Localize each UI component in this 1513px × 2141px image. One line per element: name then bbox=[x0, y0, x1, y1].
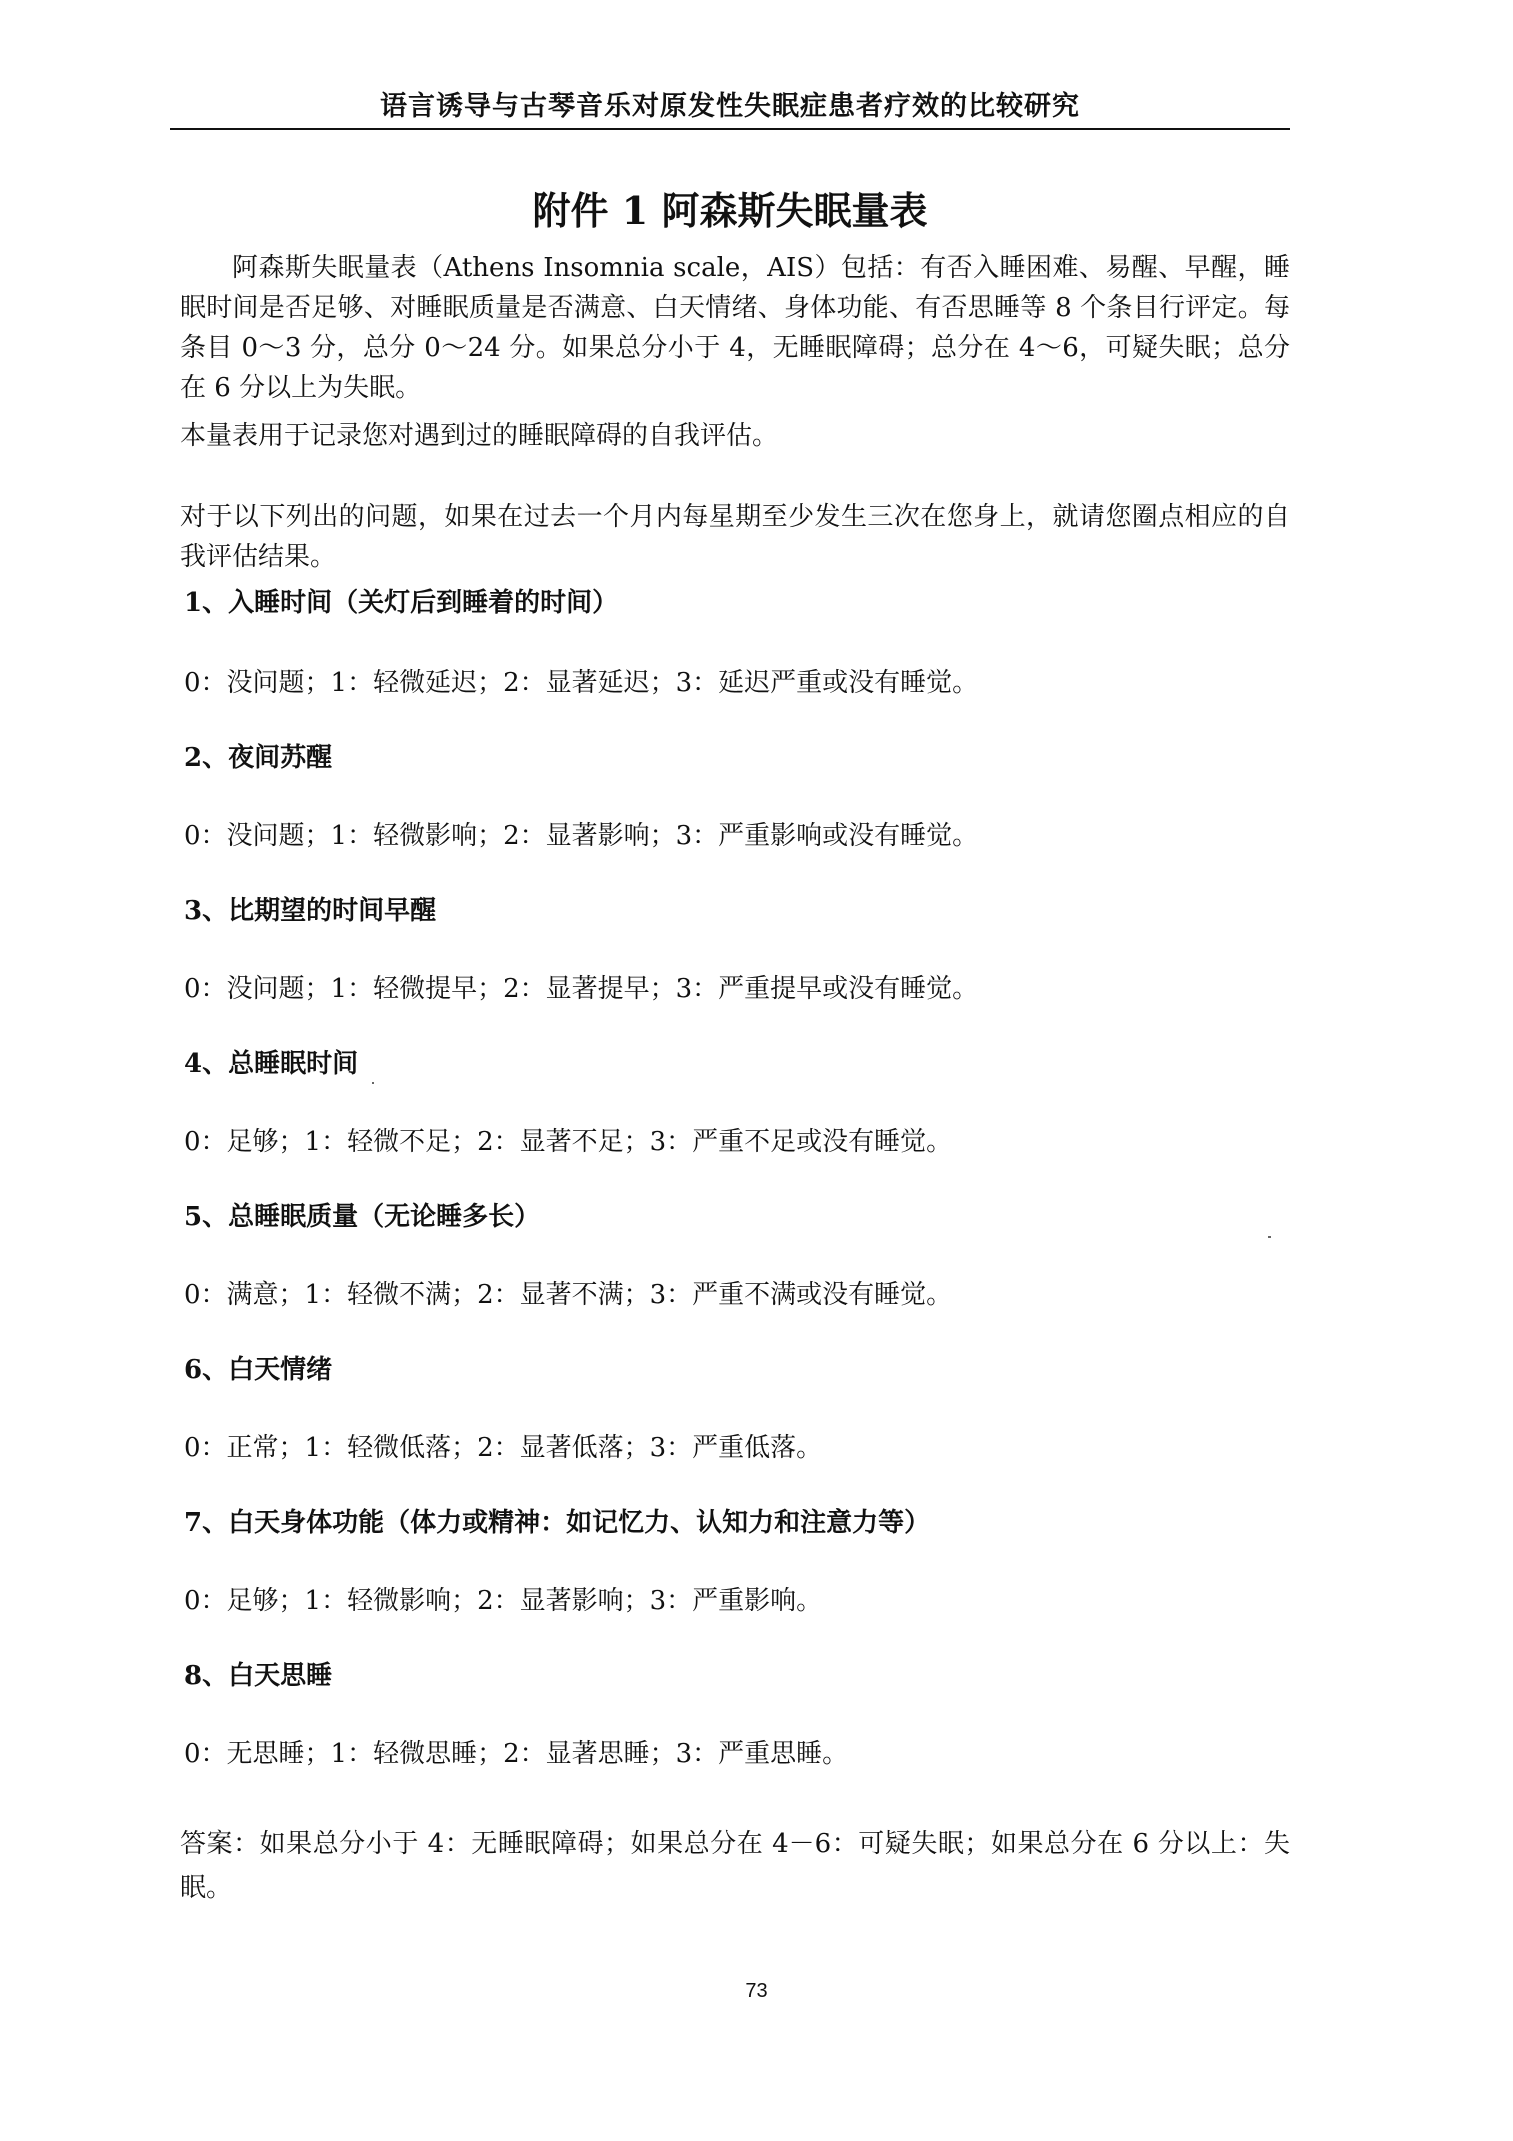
running-header: 语言诱导与古琴音乐对原发性失眠症患者疗效的比较研究 bbox=[380, 91, 1080, 122]
page-number: 73 bbox=[745, 1980, 768, 2002]
item-7-question: 7、白天身体功能（体力或精神：如记忆力、认知力和注意力等） bbox=[184, 1508, 931, 1538]
item-8-question: 8、白天思睡 bbox=[184, 1661, 333, 1691]
item-4-options: 0：足够；1：轻微不足；2：显著不足；3：严重不足或没有睡觉。 bbox=[184, 1127, 953, 1157]
item-8-options: 0：无思睡；1：轻微思睡；2：显著思睡；3：严重思睡。 bbox=[184, 1739, 849, 1769]
page-title: 附件 1 阿森斯失眠量表 bbox=[532, 188, 928, 233]
scan-speck bbox=[1268, 1236, 1271, 1238]
item-5-question: 5、总睡眠质量（无论睡多长） bbox=[184, 1202, 541, 1232]
item-4-question: 4、总睡眠时间 bbox=[184, 1049, 359, 1079]
item-5-options: 0：满意；1：轻微不满；2：显著不满；3：严重不满或没有睡觉。 bbox=[184, 1280, 953, 1310]
purpose-paragraph: 本量表用于记录您对遇到过的睡眠障碍的自我评估。 bbox=[180, 421, 779, 451]
instruction-paragraph: 对于以下列出的问题，如果在过去一个月内每星期至少发生三次在您身上，就请您圈点相应的自我评估结果。 bbox=[180, 502, 1290, 572]
item-1-options: 0：没问题；1：轻微延迟；2：显著延迟；3：延迟严重或没有睡觉。 bbox=[184, 668, 979, 698]
item-2-question: 2、夜间苏醒 bbox=[184, 743, 333, 773]
item-3-options: 0：没问题；1：轻微提早；2：显著提早；3：严重提早或没有睡觉。 bbox=[184, 974, 979, 1004]
item-2-options: 0：没问题；1：轻微影响；2：显著影响；3：严重影响或没有睡觉。 bbox=[184, 821, 979, 851]
scan-speck bbox=[372, 1082, 374, 1084]
item-1-question: 1、入睡时间（关灯后到睡着的时间） bbox=[184, 588, 619, 618]
item-6-options: 0：正常；1：轻微低落；2：显著低落；3：严重低落。 bbox=[184, 1433, 823, 1463]
answer-paragraph: 答案：如果总分小于 4：无睡眠障碍；如果总分在 4－6：可疑失眠；如果总分在 6 分以上：失眠。 bbox=[180, 1829, 1290, 1903]
item-3-question: 3、比期望的时间早醒 bbox=[184, 896, 437, 926]
item-6-question: 6、白天情绪 bbox=[184, 1355, 333, 1385]
header-divider bbox=[170, 128, 1290, 130]
item-7-options: 0：足够；1：轻微影响；2：显著影响；3：严重影响。 bbox=[184, 1586, 823, 1616]
intro-paragraph: 阿森斯失眠量表（Athens Insomnia scale，AIS）包括：有否入睡困难、易醒、早醒，睡眠时间是否足够、对睡眠质量是否满意、白天情绪、身体功能、有否思睡等 8 个条目行评定。每条目 0～3 分，总分 0～24 分。如果总分小于 4，无睡眠障碍；总分在 4～6，可疑失眠；总分在 6 分以上为失眠。 bbox=[180, 253, 1290, 403]
